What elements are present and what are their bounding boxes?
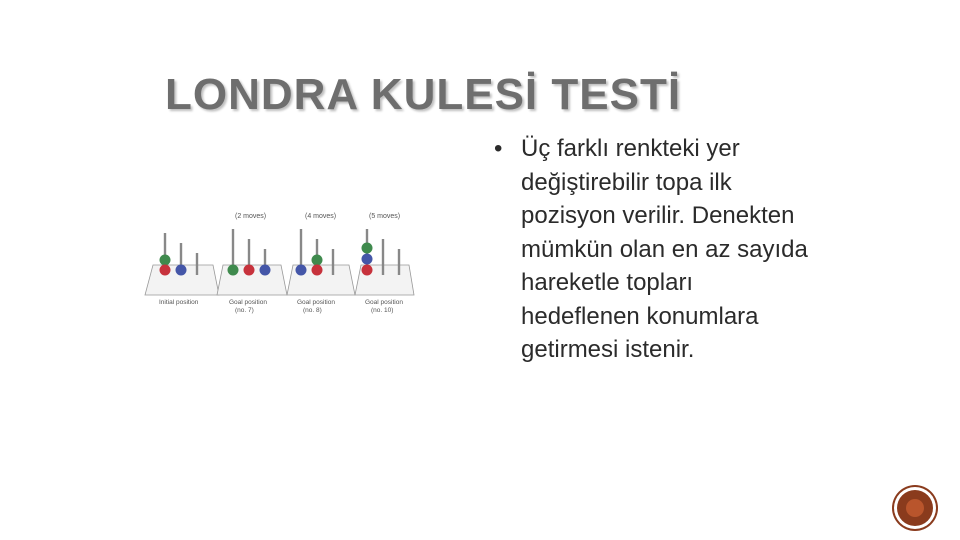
panel-label-goal-1: Goal position <box>229 299 267 306</box>
ball-blue <box>260 265 271 276</box>
ball-blue <box>176 265 187 276</box>
move-label-2: (4 moves) <box>305 213 337 220</box>
ball-green <box>362 243 373 254</box>
ball-red <box>160 265 171 276</box>
ball-red <box>312 265 323 276</box>
panel-initial <box>145 233 219 306</box>
bullet-item <box>494 132 814 367</box>
panel-sublabel-goal-2: (no. 8) <box>303 307 322 314</box>
bullet-list <box>494 132 814 367</box>
slide-badge-icon <box>897 490 933 526</box>
panel-goal-3 <box>355 229 414 314</box>
move-label-3: (5 moves) <box>369 213 401 220</box>
panel-goal-2 <box>287 229 355 314</box>
panel-goal-1 <box>217 229 287 314</box>
ball-blue <box>296 265 307 276</box>
ball-green <box>312 255 323 266</box>
slide-title: LONDRA KULESİ TESTİ <box>165 70 682 119</box>
tower-of-london-figure <box>143 205 415 333</box>
ball-red <box>244 265 255 276</box>
ball-red <box>362 265 373 276</box>
ball-green <box>228 265 239 276</box>
panel-sublabel-goal-1: (no. 7) <box>235 307 254 314</box>
ball-blue <box>362 254 373 265</box>
panel-sublabel-goal-3: (no. 10) <box>371 307 394 314</box>
panel-label-goal-2: Goal position <box>297 299 335 306</box>
panel-label-initial: Initial position <box>159 299 199 306</box>
bullet-dot: • <box>494 135 503 162</box>
panel-label-goal-3: Goal position <box>365 299 403 306</box>
move-label-1: (2 moves) <box>235 213 267 220</box>
bullet-text: Üç farklı renkteki yer değiştirebilir topa ilk pozisyon verilir. Denekten mümkün olan en az sayıda hareketle topları hedeflenen konumlara getirmesi istenir. <box>521 135 808 363</box>
ball-green <box>160 255 171 266</box>
